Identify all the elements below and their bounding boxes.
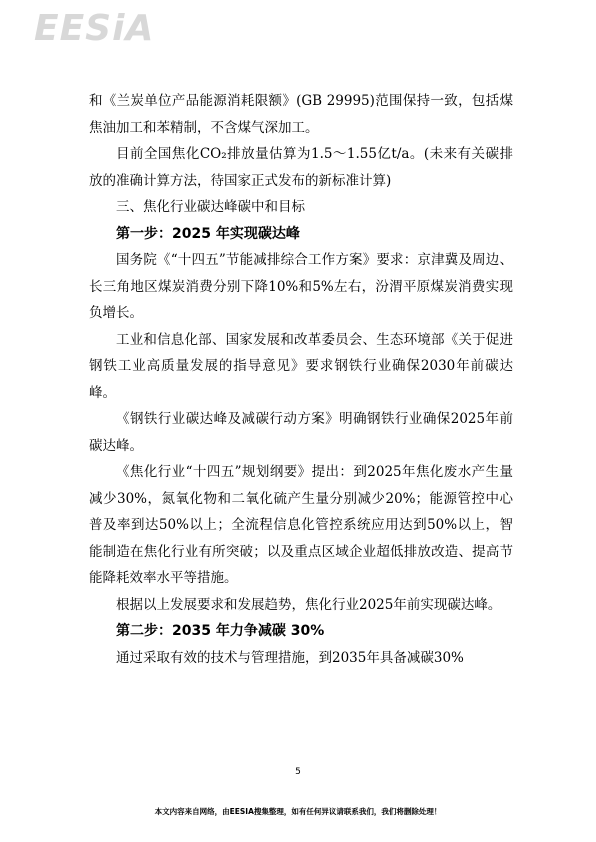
section-heading: 三、焦化行业碳达峰碳中和目标: [116, 199, 305, 215]
step1-paragraph-5: 根据以上发展要求和发展趋势，焦化行业2025年前实现碳达峰。: [116, 596, 502, 613]
step2-paragraph-1: 通过采取有效的技术与管理措施，到2035年具备减碳30%: [116, 649, 464, 666]
eesia-logo: EESiA: [34, 8, 155, 49]
step1-paragraph-1: 国务院《“十四五”节能减排综合工作方案》要求：京津冀及周边、长三角地区煤炭消费分别下降10%和5%左右，汾渭平原煤炭消费实现负增长。: [89, 252, 513, 321]
step1-paragraph-4: 《焦化行业“十四五”规划纲要》提出：到2025年焦化废水产生量减少30%，氮氧化物和二氧化硫产生量分别减少20%；能源管控中心普及率到达50%以上；全流程信息化管控系统应用达到50%以上，智能制造在焦化行业有所突破；以及重点区域企业超低排放改造、提高节能降耗效率水平等措施。: [89, 464, 513, 586]
paragraph-1: 和《兰炭单位产品能源消耗限额》(GB 29995)范围保持一致，包括煤焦油加工和苯精制，不含煤气深加工。: [89, 93, 513, 136]
step1-paragraph-2: 工业和信息化部、国家发展和改革委员会、生态环境部《关于促进钢铁工业高质量发展的指导意见》要求钢铁行业确保2030年前碳达峰。: [89, 331, 513, 401]
footer-disclaimer: 本文内容来自网络，由EESIA搜集整理，如有任何异议请联系我们，我们将删除处理！: [154, 807, 442, 816]
step2-title: 第二步：2035 年力争减碳 30%: [116, 623, 325, 639]
document-body: [89, 88, 513, 671]
paragraph-2: 目前全国焦化CO₂排放量估算为1.5～1.55亿t/a。(未来有关碳排放的准确计算方法，待国家正式发布的新标准计算): [89, 146, 513, 189]
step1-paragraph-3: 《钢铁行业碳达峰及减碳行动方案》明确钢铁行业确保2025年前碳达峰。: [89, 411, 513, 454]
step1-title: 第一步：2025 年实现碳达峰: [116, 225, 300, 242]
page-number: 5: [295, 767, 301, 777]
